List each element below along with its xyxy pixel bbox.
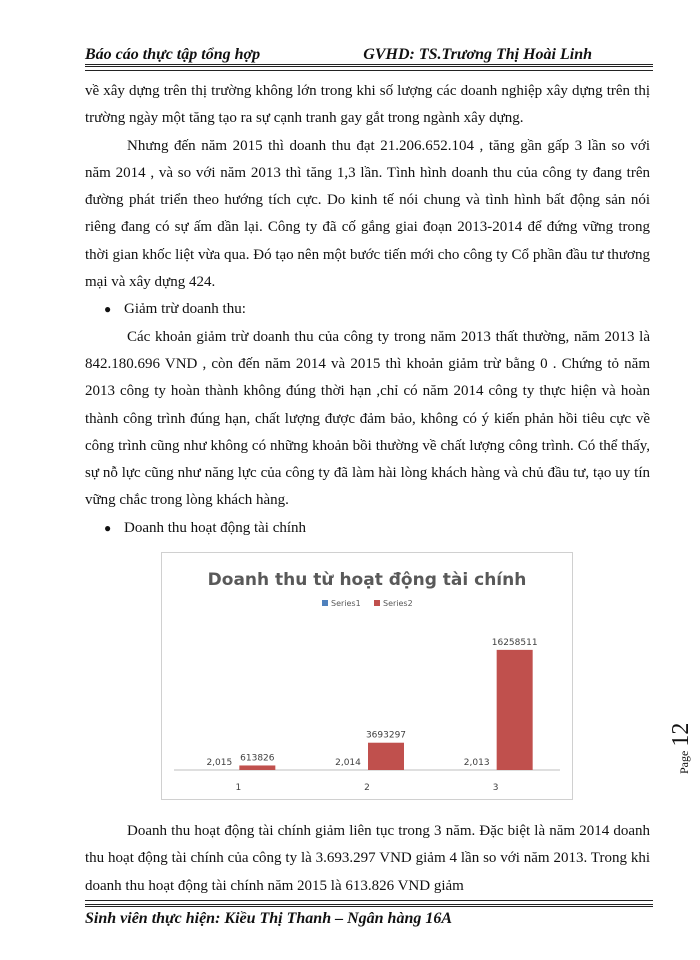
bar-series2-3: [497, 650, 533, 770]
data-label-series2-1: 613826: [240, 753, 275, 764]
bullet-item-deductions: [85, 296, 650, 323]
x-tick-label-2: 2: [364, 783, 370, 793]
header-report-title: Báo cáo thực tập tổng hợp: [85, 46, 261, 63]
paragraph-2: Nhưng đến năm 2015 thì doanh thu đạt 21.206.652.104 , tăng gần gấp 3 lần so với năm 2014 , và so với năm 2013 thì tăng 1,3 lần. Tình hình doanh thu của công ty đang trên đường phát triển theo hướng tích cực. Do kinh tế nói chung và tình hình bất động sản nói riêng đang có sự ấm dần lại. Công ty đã cố gắng giai đoạn 2013-2014 để đứng vững trong thời gian khốc liệt vừa qua. Đó tạo nên một bước tiến mới cho công ty Cổ phần đầu tư thương mại và xây dựng 424.: [85, 137, 650, 291]
data-label-series2-3: 16258511: [491, 637, 538, 648]
footer-rule: [85, 900, 653, 907]
page-label: Page: [677, 750, 691, 774]
paragraph-3: Các khoản giảm trừ doanh thu của công ty trong năm 2013 thất thường, năm 2013 là 842.180.696 VND , còn đến năm 2014 và 2015 thì khoản giảm trừ bằng 0 . Chứng tỏ năm 2013 công ty hoàn thành không đúng thời hạn ,chỉ có năm 2014 công ty thực hiện và hoàn thành công trình đúng hạn, chất lượng được đảm bảo, không có ý kiến phản hồi tiêu cực về công trình cũng như không có những khoản bồi thường về chất lượng công trình. Có thể thấy, sự nỗ lực cũng như năng lực của công ty đã làm hài lòng khách hàng và chủ đầu tư, tạo uy tín vững chắc trong lòng khách hàng.: [85, 328, 650, 509]
header-supervisor: GVHD: TS.Trương Thị Hoài Linh: [363, 46, 592, 63]
legend-label-series2: Series2: [383, 599, 413, 608]
page-number: [662, 706, 700, 776]
legend-swatch-series2: [374, 600, 380, 606]
chart-title: Doanh thu từ hoạt động tài chính: [207, 570, 527, 590]
legend-swatch-series1: [322, 600, 328, 606]
paragraph-1: về xây dựng trên thị trường không lớn trong khi số lượng các doanh nghiệp xây dựng trên thị trường ngày một tăng tạo ra sự cạnh tranh gay gắt trong ngành xây dựng.: [85, 83, 650, 127]
bullet-icon: ●: [104, 520, 112, 535]
bullet-item-financial-revenue: [85, 515, 650, 542]
data-label-series2-2: 3693297: [365, 730, 407, 741]
data-label-series1-3: 2,013: [463, 757, 490, 768]
x-tick-label-1: 1: [235, 783, 242, 793]
x-tick-label-3: 3: [492, 783, 499, 793]
page-header: [85, 36, 638, 64]
chart-svg: [162, 553, 572, 799]
financial-revenue-chart: [161, 552, 573, 800]
paragraph-4: Doanh thu hoạt động tài chính giảm liên tục trong 3 năm. Đặc biệt là năm 2014 doanh thu hoạt động tài chính của công ty là 3.693.297 VND giảm 4 lần so với năm 2013. Trong khi doanh thu hoạt động tài chính năm 2015 là 613.826 VND giảm: [85, 823, 650, 894]
bullet-label: Giảm trừ doanh thu:: [124, 301, 246, 318]
bullet-label: Doanh thu hoạt động tài chính: [124, 519, 307, 536]
bar-series2-2: [368, 743, 404, 770]
data-label-series1-2: 2,014: [335, 757, 361, 768]
page-footer: Sinh viên thực hiện: Kiều Thị Thanh – Ngân hàng 16A: [85, 910, 453, 927]
legend-label-series1: Series1: [331, 599, 361, 608]
page-number-value: 12: [668, 722, 694, 747]
data-label-series1-1: 2,015: [206, 757, 233, 768]
bar-series2-1: [239, 765, 275, 770]
header-rule: [85, 64, 653, 71]
bullet-icon: ●: [104, 302, 112, 317]
